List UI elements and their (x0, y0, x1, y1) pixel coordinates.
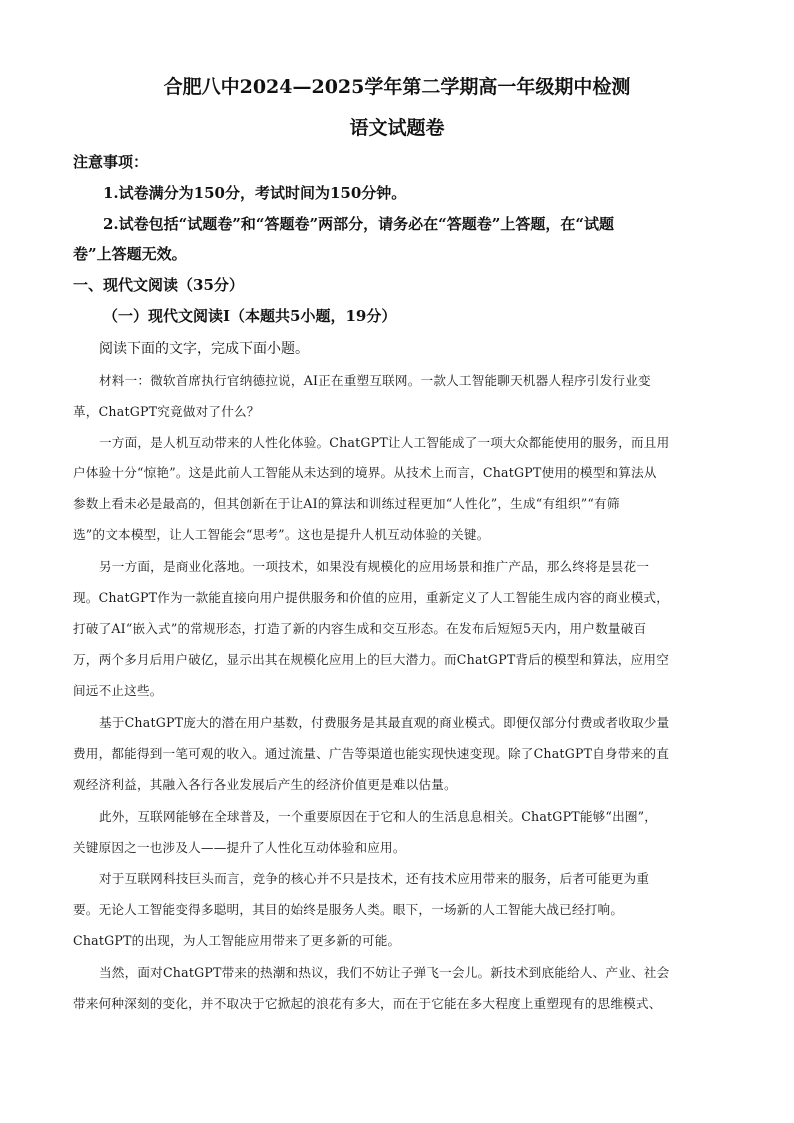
passage-line: 关键原因之一也涉及人——提升了人性化互动体验和应用。 (73, 840, 406, 855)
section-subheading: （一）现代文阅读Ⅰ（本题共5小题，19分） (103, 307, 397, 325)
passage-line: 带来何种深刻的变化，并不取决于它掀起的浪花有多大，而在于它能在多大程度上重塑现有的思维模式、 (73, 996, 662, 1011)
section-heading: 一、现代文阅读（35分） (73, 276, 244, 294)
passage-line: 一方面，是人机互动带来的人性化体验。ChatGPT让人工智能成了一项大众都能使用的服务，而且用 (99, 435, 670, 450)
passage-line: 革，ChatGPT究竟做对了什么？ (73, 404, 260, 419)
passage-line: 参数上看未必是最高的，但其创新在于让AI的算法和训练过程更加“人性化”，生成“有组织”“有筛 (73, 496, 620, 511)
exam-subtitle: 语文试题卷 (349, 117, 445, 139)
passage-line: 户体验十分“惊艳”。这是此前人工智能从未达到的境界。从技术上而言，ChatGPT使用的模型和算法从 (73, 465, 657, 480)
passage-line: ChatGPT的出现，为人工智能应用带来了更多新的可能。 (73, 933, 401, 948)
passage-line: 当然，面对ChatGPT带来的热潮和热议，我们不妨让子弹飞一会儿。新技术到底能给人、产业、社会 (99, 965, 670, 980)
passage-line: 另一方面，是商业化落地。一项技术，如果没有规模化的应用场景和推广产品，那么终将是昙花一 (99, 559, 650, 574)
passage-line: 费用，都能得到一笔可观的收入。通过流量、广告等渠道也能实现快速变现。除了ChatGPT自身带来的直 (73, 746, 669, 761)
passage-line: 观经济利益，其融入各行各业发展后产生的经济价值更是难以估量。 (73, 777, 457, 792)
passage-line: 材料一：微软首席执行官纳德拉说，AI正在重塑互联网。一款人工智能聊天机器人程序引发行业变 (99, 373, 651, 388)
section-instruction: 阅读下面的文字，完成下面小题。 (99, 341, 309, 357)
passage-line: 此外，互联网能够在全球普及，一个重要原因在于它和人的生活息息相关。ChatGPT能够“出圈”， (99, 809, 658, 824)
passage-line: 要。无论人工智能变得多聪明，其目的始终是服务人类。眼下，一场新的人工智能大战已经打响。 (73, 902, 624, 917)
notes-item-2-line-1: 2.试卷包括“试题卷”和“答题卷”两部分，请务必在“答题卷”上答题，在“试题 (103, 215, 615, 233)
passage-line: 对于互联网科技巨头而言，竞争的核心并不只是技术，还有技术应用带来的服务，后者可能更为重 (99, 871, 650, 886)
passage-line: 选”的文本模型，让人工智能会“思考”。这也是提升人机互动体验的关键。 (73, 527, 490, 542)
notes-item-2-line-2: 卷”上答题无效。 (73, 245, 187, 263)
passage-line: 基于ChatGPT庞大的潜在用户基数，付费服务是其最直观的商业模式。即便仅部分付费或者收取少量 (99, 715, 670, 730)
passage-line: 现。ChatGPT作为一款能直接向用户提供服务和价值的应用，重新定义了人工智能生成内容的商业模式， (73, 590, 669, 605)
notes-item-1: 1.试卷满分为150分，考试时间为150分钟。 (103, 184, 407, 202)
passage-line: 万，两个多月后用户破亿，显示出其在规模化应用上的巨大潜力。而ChatGPT背后的模型和算法，应用空 (73, 652, 669, 667)
passage-line: 打破了AI“嵌入式”的常规形态，打造了新的内容生成和交互形态。在发布后短短5天内，用户数量破百 (73, 621, 647, 636)
passage-line: 间远不止这些。 (73, 683, 163, 698)
notes-heading: 注意事项： (73, 153, 149, 171)
exam-title: 合肥八中2024—2025学年第二学期高一年级期中检测 (163, 76, 631, 98)
